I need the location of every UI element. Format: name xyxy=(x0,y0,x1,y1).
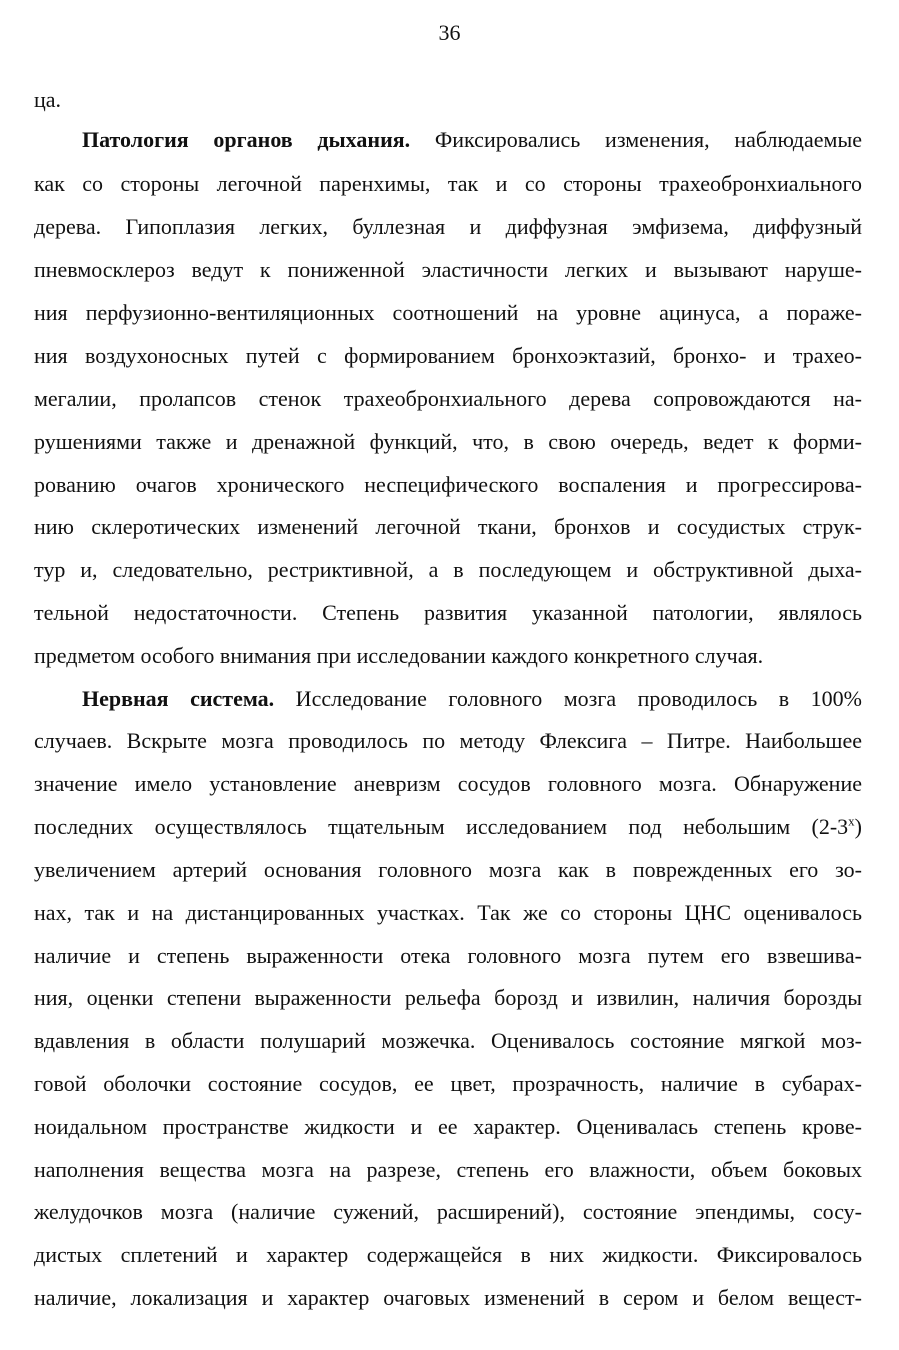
text-line: предметом особого внимания при исследовании каждого конкретного случая. xyxy=(34,643,764,668)
text-line: мегалии, пролапсов стенок трахеобронхиального дерева сопровождаются на- xyxy=(34,386,862,411)
text-line: тельной недостаточности. Степень развития указанной патологии, являлось xyxy=(34,600,862,625)
text-line: говой оболочки состояние сосудов, ее цвет, прозрачность, наличие в субарах- xyxy=(34,1071,862,1096)
text-line: случаев. Вскрыте мозга проводилось по методу Флексига – Питре. Наибольшее xyxy=(34,728,862,753)
section-heading-respiratory: Патология органов дыхания. xyxy=(82,127,411,152)
text-line: вдавления в области полушарий мозжечка. Оценивалось состояние мягкой моз- xyxy=(34,1028,862,1053)
paragraph-nervous-first-line: Нервная система. Исследование головного мозга проводилось в 100% xyxy=(82,686,862,711)
text-line: рушениями также и дренажной функций, что, в свою очередь, ведет к форми- xyxy=(34,429,862,454)
superscript: х xyxy=(848,813,855,829)
text-line: последних осуществлялось тщательным исследованием под небольшим $(2-3^х)$ xyxy=(34,813,862,839)
text-line: как со стороны легочной паренхимы, так и со стороны трахеобронхиального xyxy=(34,171,862,196)
text-line: значение имело установление аневризм сосудов головного мозга. Обнаружение xyxy=(34,771,862,796)
text-line: дерева. Гипоплазия легких, буллезная и диффузная эмфизема, диффузный xyxy=(34,214,862,239)
page-number: 36 xyxy=(438,20,461,45)
text-line: пневмосклероз ведут к пониженной эластичности легких и вызывают наруше- xyxy=(34,257,862,282)
text-line: увеличением артерий основания головного мозга как в поврежденных его зо- xyxy=(34,857,862,882)
text-line: ца. xyxy=(34,87,62,112)
text-line: нию склеротических изменений легочной ткани, бронхов и сосудистых струк- xyxy=(34,514,862,539)
section-heading-nervous-system: Нервная система. xyxy=(82,686,275,711)
text-line: нах, так и на дистанцированных участках. Так же со стороны ЦНС оценивалось xyxy=(34,900,862,925)
text-line: ния, оценки степени выраженности рельефа борозд и извилин, наличия борозды xyxy=(34,985,862,1010)
text-line: ноидальном пространстве жидкости и ее характер. Оценивалась степень крове- xyxy=(34,1114,862,1139)
paragraph-respiratory-first-line: Патология органов дыхания. Фиксировались изменения, наблюдаемые xyxy=(82,127,862,152)
text-line: ния воздухоносных путей с формированием бронхоэктазий, бронхо- и трахео- xyxy=(34,343,862,368)
text-line: наличие, локализация и характер очаговых изменений в сером и белом вещест- xyxy=(34,1285,862,1310)
text-line: желудочков мозга (наличие сужений, расширений), состояние эпендимы, сосу- xyxy=(34,1199,862,1224)
text-line: ния перфузионно-вентиляционных соотношений на уровне ацинуса, а пораже- xyxy=(34,300,862,325)
text-line: наполнения вещества мозга на разрезе, степень его влажности, объем боковых xyxy=(34,1157,862,1182)
text-line: рованию очагов хронического неспецифического воспаления и прогрессирова- xyxy=(34,472,862,497)
text-line: дистых сплетений и характер содержащейся в них жидкости. Фиксировалось xyxy=(34,1242,862,1267)
text-line: наличие и степень выраженности отека головного мозга путем его взвешива- xyxy=(34,943,862,968)
text-line: тур и, следовательно, рестриктивной, а в последующем и обструктивной дыха- xyxy=(34,557,862,582)
